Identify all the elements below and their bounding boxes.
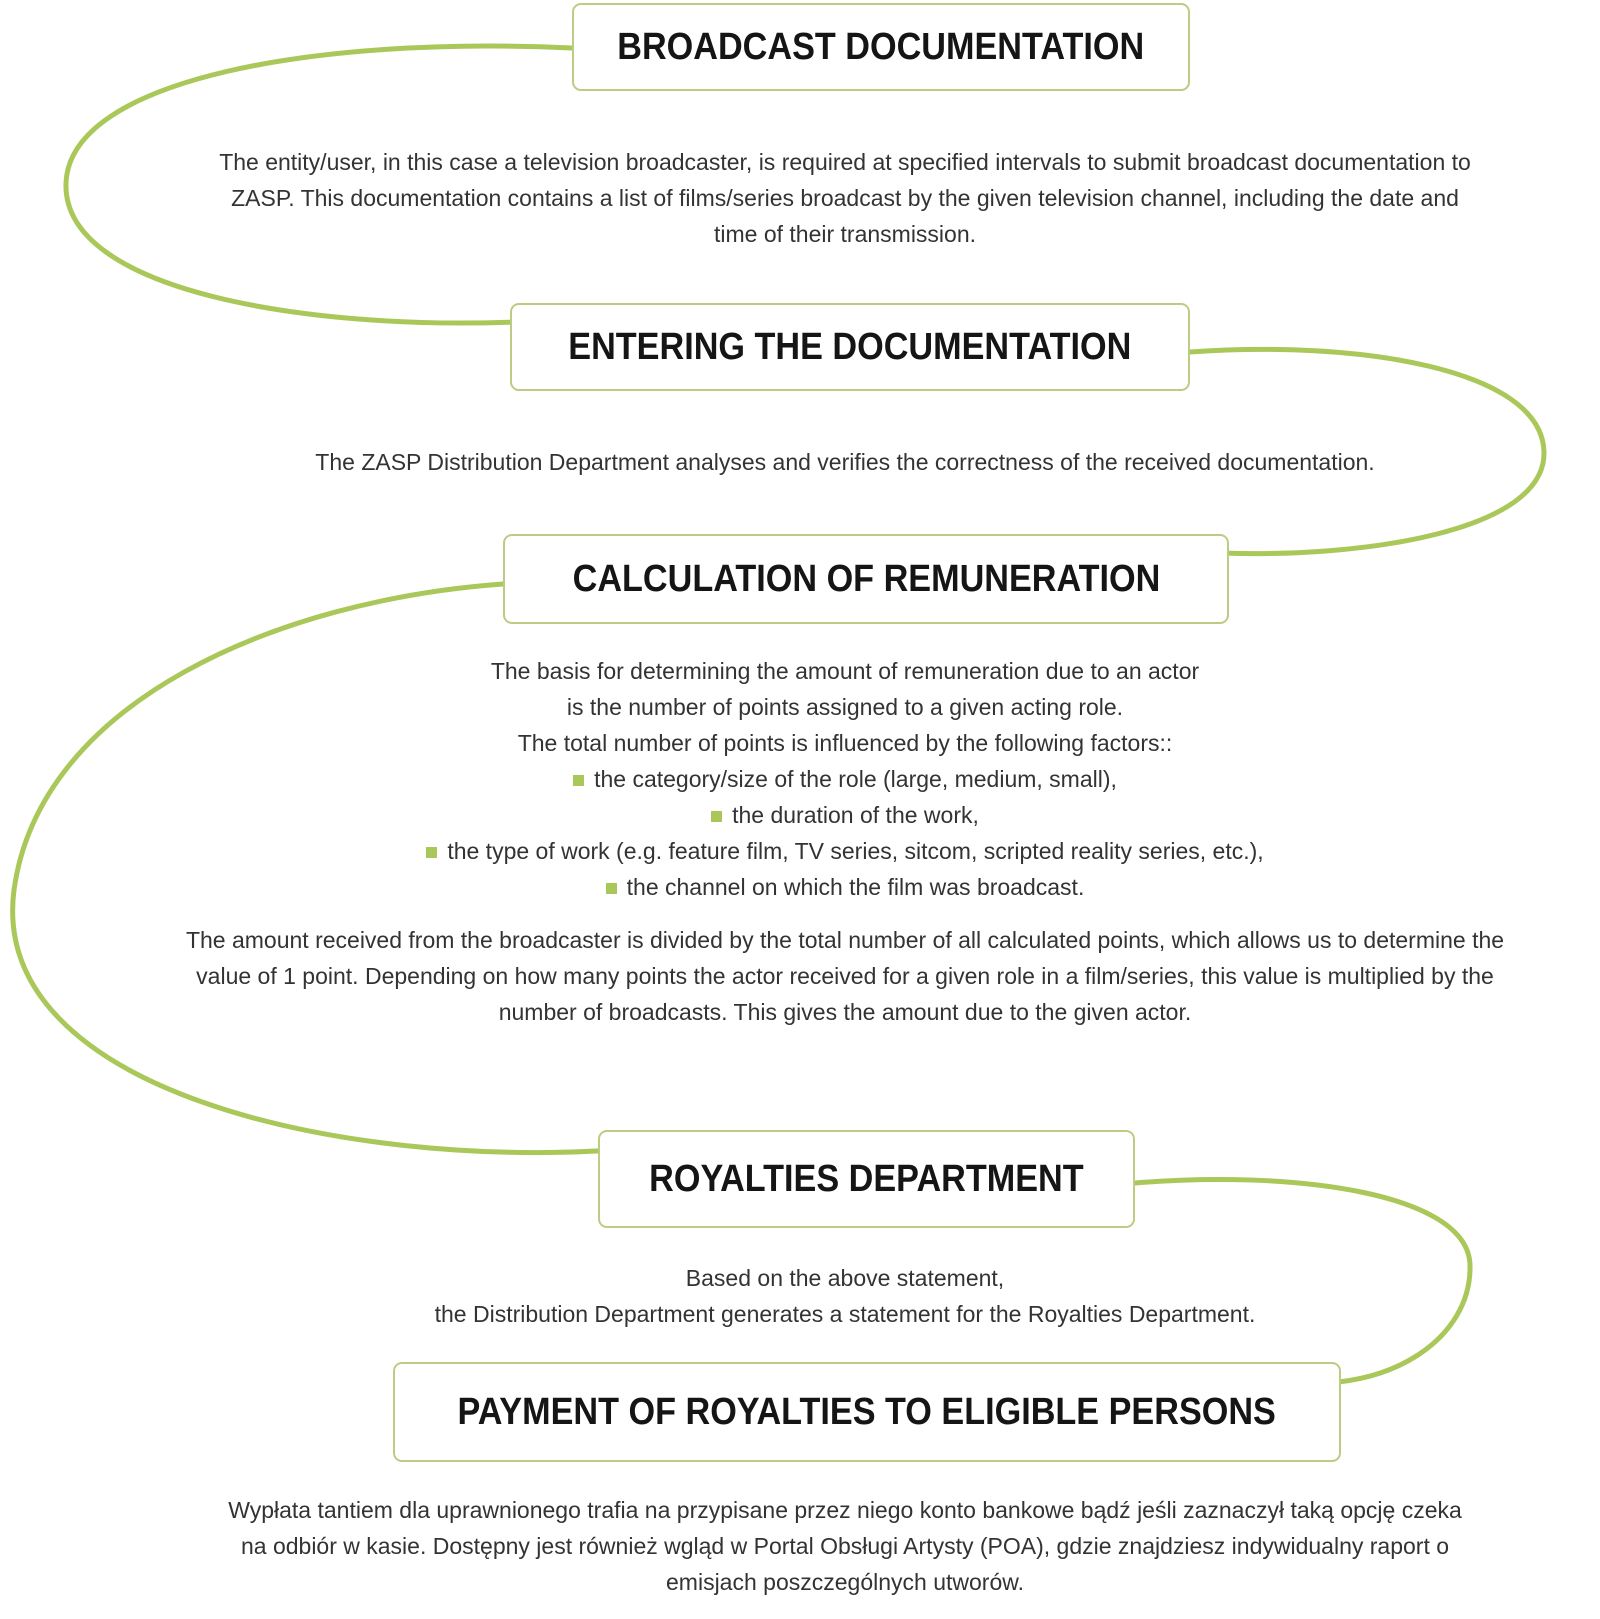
intro-line: is the number of points assigned to a given acting role. xyxy=(566,694,1124,720)
step-body-calculation-remuneration: The amount received from the broadcaster is divided by the total number of all calculated points, which allows us to determine the value of 1 point. Depending on how many points the actor received for a given role in a film/series, this value is multiplied by the number of broadcasts. This gives the amount due to the given actor. xyxy=(185,927,1505,1025)
step-body-entering-documentation: The ZASP Distribution Department analyses and verifies the correctness of the received documentation. xyxy=(315,449,1375,475)
step-title-broadcast-documentation: BROADCAST DOCUMENTATION xyxy=(617,25,1145,68)
bullet-item xyxy=(90,869,1600,905)
step-box-broadcast-documentation xyxy=(572,3,1190,91)
intro-line: The basis for determining the amount of remuneration due to an actor xyxy=(490,658,1200,684)
step-title-payment-royalties: PAYMENT OF ROYALTIES TO ELIGIBLE PERSONS xyxy=(457,1390,1277,1433)
bullet-text: the channel on which the film was broadcast. xyxy=(626,874,1085,900)
step-box-royalties-department xyxy=(598,1130,1135,1228)
step-body-broadcast-documentation: The entity/user, in this case a television broadcaster, is required at specified intervals to submit broadcast documentation to ZASP. This documentation contains a list of films/series broadcast by the given television channel, including the date and time of their transmission. xyxy=(219,149,1471,247)
bullet-item xyxy=(90,797,1600,833)
bullet-text: the category/size of the role (large, medium, small), xyxy=(594,766,1117,792)
step-intro-calculation-remuneration xyxy=(90,653,1600,905)
bullet-item xyxy=(90,833,1600,869)
body-line: the Distribution Department generates a statement for the Royalties Department. xyxy=(434,1301,1256,1327)
bullet-text: the duration of the work, xyxy=(732,802,979,828)
step-box-entering-documentation xyxy=(510,303,1190,391)
step-body-payment-royalties: Wypłata tantiem dla uprawnionego trafia na przypisane przez niego konto bankowe bądź jeśli zaznaczył taką opcję czeka na odbiór w kasie. Dostępny jest również wgląd w Portal Obsługi Artysty (POA), gdzie znajdziesz indywidualny raport o emisjach poszczególnych utworów. xyxy=(228,1497,1462,1595)
body-line: Based on the above statement, xyxy=(685,1265,1005,1291)
step-box-payment-royalties xyxy=(393,1362,1341,1462)
step-body-royalties-department xyxy=(90,1260,1600,1332)
step-title-calculation-remuneration: CALCULATION OF REMUNERATION xyxy=(572,557,1160,600)
bullet-square-icon xyxy=(606,883,617,894)
bullet-square-icon xyxy=(573,775,584,786)
bullet-square-icon xyxy=(711,811,722,822)
step-title-royalties-department: ROYALTIES DEPARTMENT xyxy=(649,1157,1084,1200)
intro-line: The total number of points is influenced by the following factors:: xyxy=(517,730,1173,756)
bullet-item xyxy=(90,761,1600,797)
step-box-calculation-remuneration xyxy=(503,534,1229,624)
step-title-entering-documentation: ENTERING THE DOCUMENTATION xyxy=(568,325,1132,368)
bullet-square-icon xyxy=(426,847,437,858)
bullet-text: the type of work (e.g. feature film, TV series, sitcom, scripted reality series, etc.), xyxy=(447,838,1264,864)
